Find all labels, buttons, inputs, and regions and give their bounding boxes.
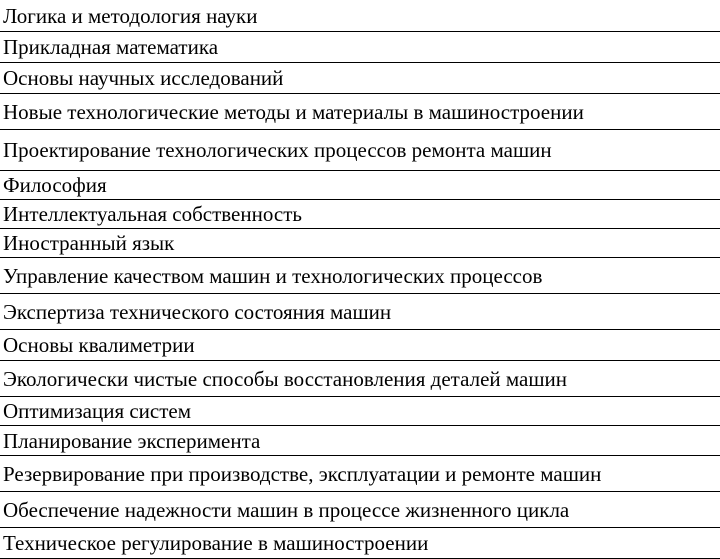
table-row [0,361,720,397]
course-name: Резервирование при производстве, эксплуатации и ремонте машин [0,456,720,492]
course-name: Оптимизация систем [0,397,720,426]
table-row [0,528,720,559]
course-name: Основы квалиметрии [0,330,720,361]
course-name: Планирование эксперимента [0,426,720,456]
course-name: Логика и методология науки [0,0,720,32]
course-name: Экологически чистые способы восстановления деталей машин [0,361,720,397]
course-name: Обеспечение надежности машин в процессе жизненного цикла [0,492,720,528]
table-row [0,426,720,456]
course-name: Прикладная математика [0,32,720,63]
course-name: Проектирование технологических процессов ремонта машин [0,130,720,171]
course-name: Техническое регулирование в машиностроении [0,528,720,559]
table-row [0,330,720,361]
table-row [0,171,720,200]
table-row [0,294,720,330]
course-name: Иностранный язык [0,229,720,258]
table-row [0,492,720,528]
table-row [0,63,720,94]
course-name: Экспертиза технического состояния машин [0,294,720,330]
course-name: Философия [0,171,720,200]
table-row [0,130,720,171]
table-row [0,0,720,32]
table-row [0,456,720,492]
table-row [0,229,720,258]
table-row [0,397,720,426]
table-row [0,94,720,130]
course-name: Управление качеством машин и технологических процессов [0,258,720,294]
course-name: Новые технологические методы и материалы в машиностроении [0,94,720,130]
table-row [0,32,720,63]
course-name: Интеллектуальная собственность [0,200,720,229]
table-row [0,200,720,229]
table-row [0,258,720,294]
course-name: Основы научных исследований [0,63,720,94]
